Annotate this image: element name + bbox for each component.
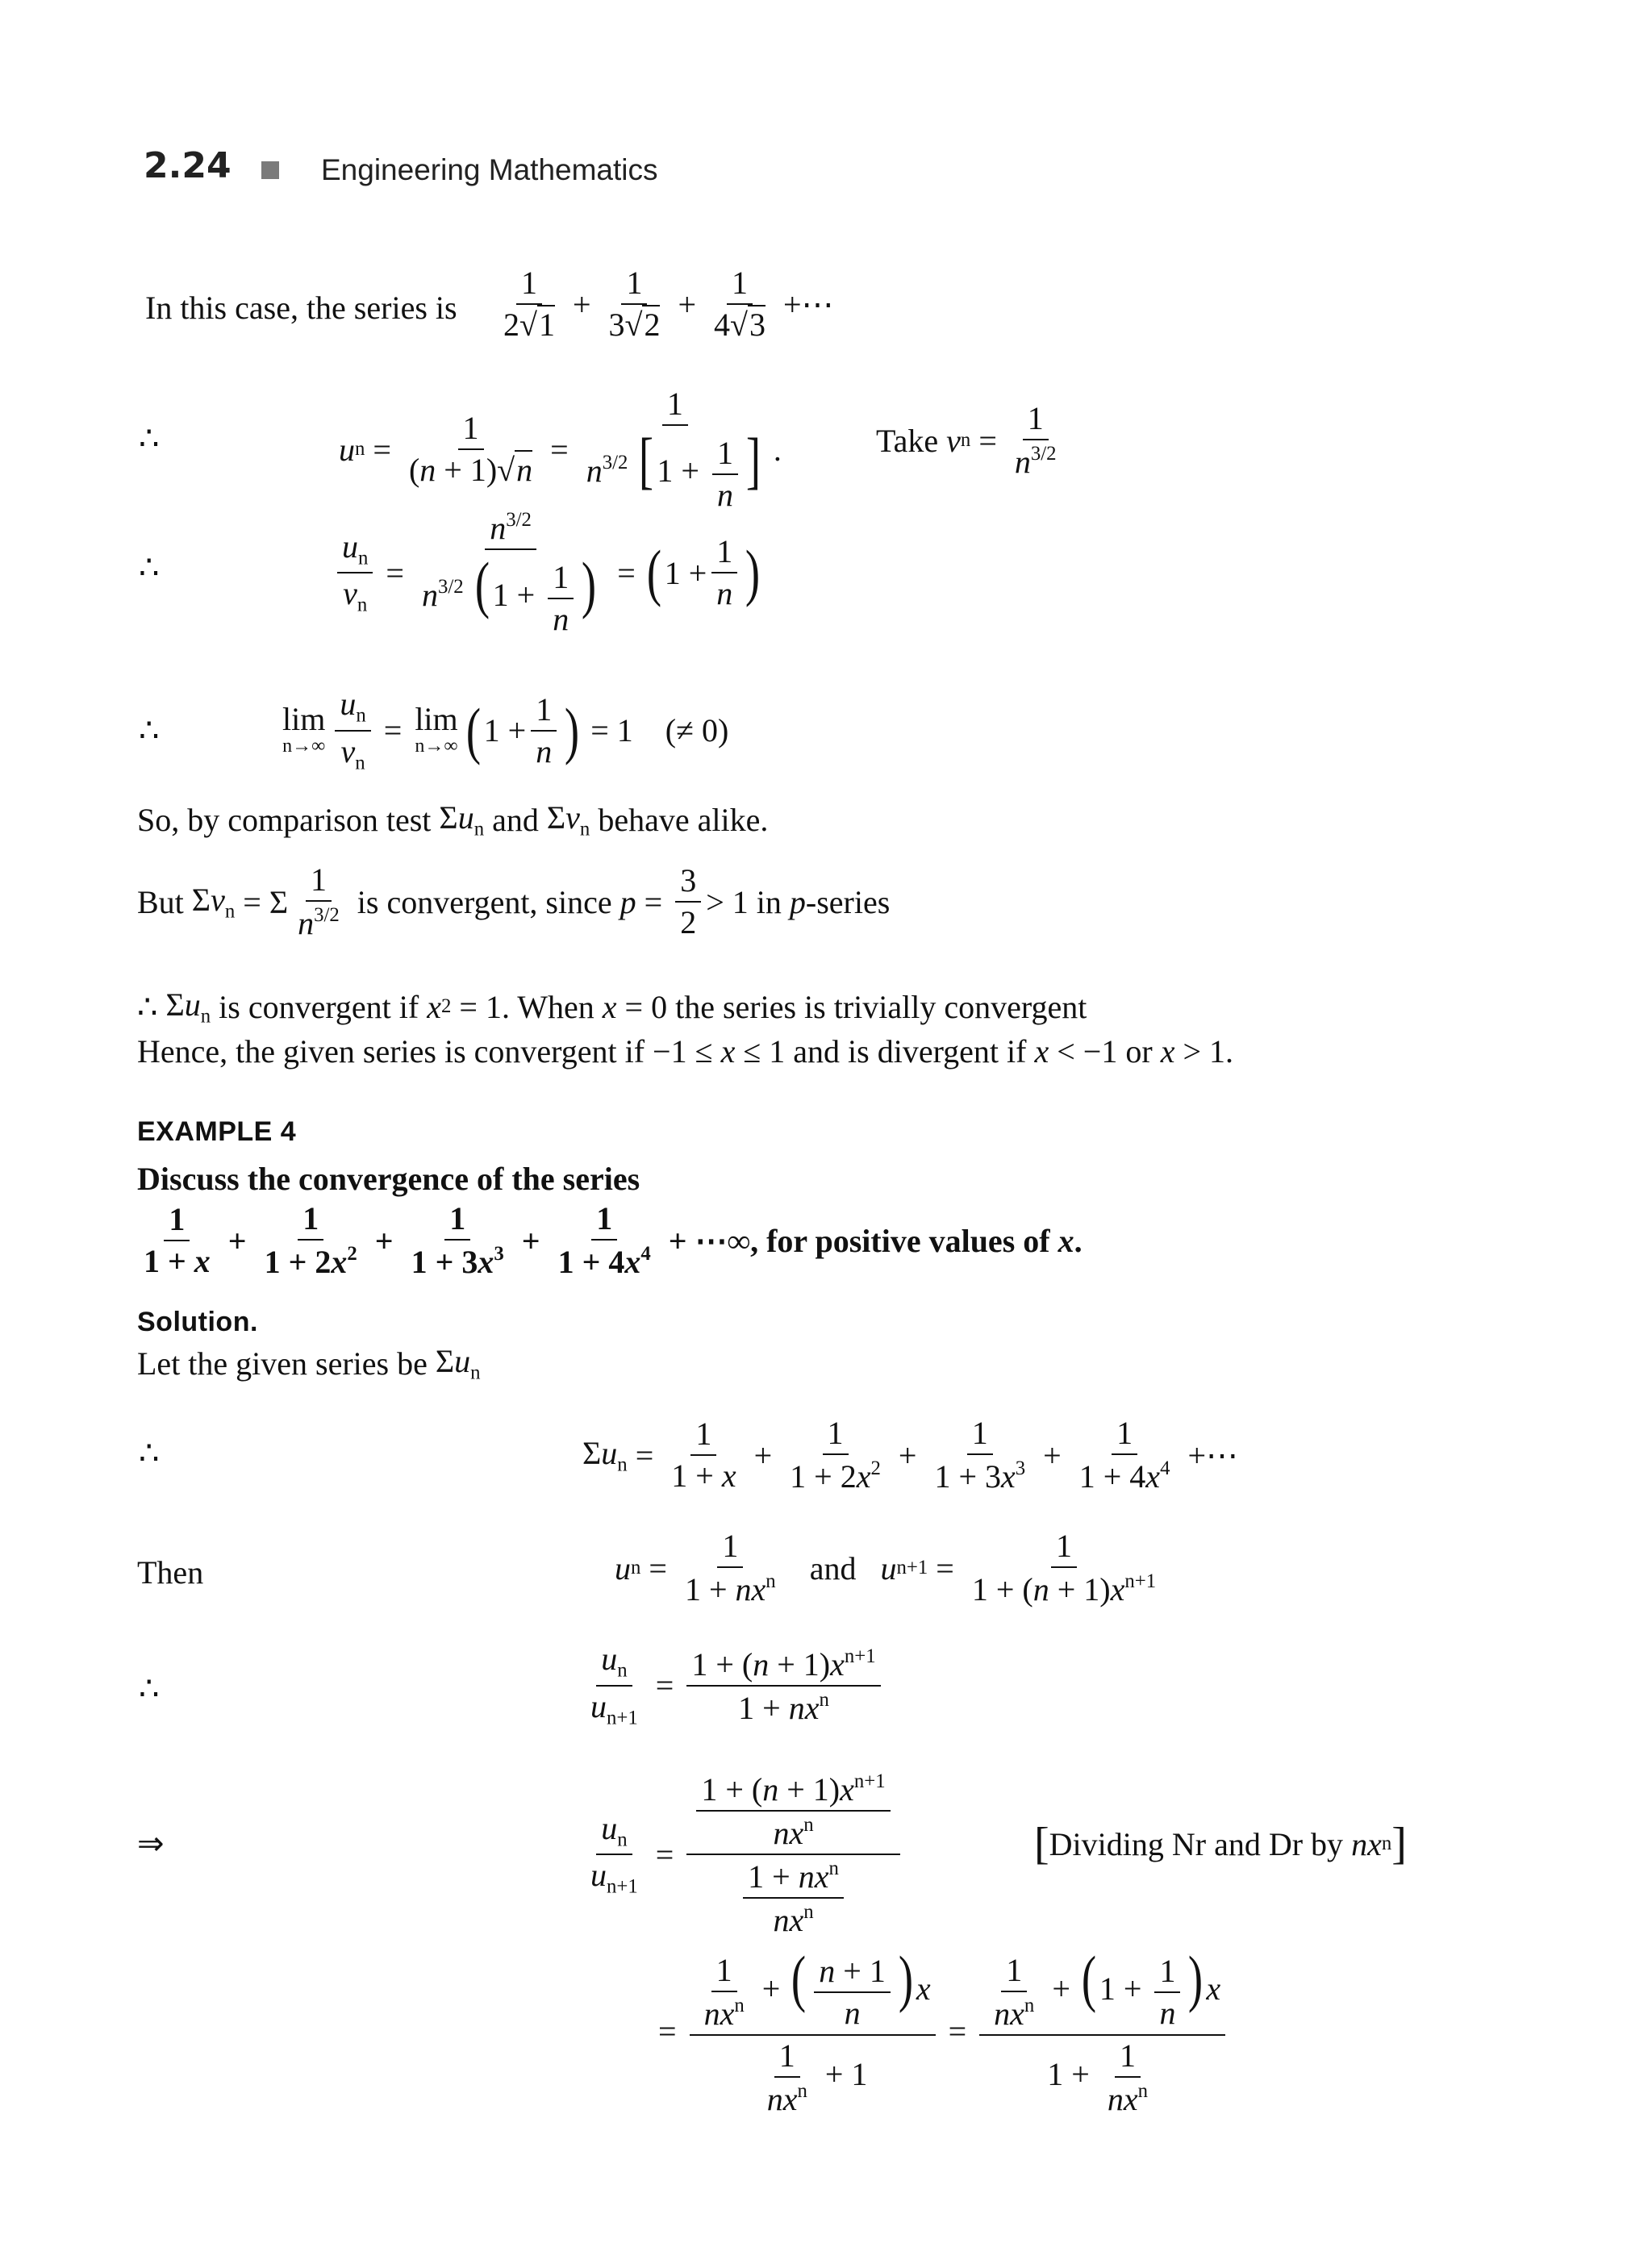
but-text-1: But bbox=[137, 883, 184, 920]
therefore-symbol: ∴ bbox=[137, 988, 158, 1025]
final-expression: = $\frac{1}{nx^n}$ + ( $\frac{n + 1}{n}$ )x $\frac{1}{nx^n}$ + 1 = $\frac{1}{nx^n}$ + (1 + $\frac{1}{n}$ )x 1 + $\frac{1}{nx^n}$ bbox=[650, 1947, 1230, 2116]
and-text: and bbox=[809, 1549, 857, 1587]
then-text: Then bbox=[137, 1554, 204, 1591]
un-definition: u n = $\frac{1}{(n + 1)√n}$ = 1 $n^{3/2}$ [1 + $\frac{1}{n}$ ] . bbox=[339, 386, 782, 513]
therefore-symbol: ∴ bbox=[139, 712, 160, 749]
sum-un-expression: $\Sigma u_n$ = $\frac{1}{1 + x}$ + $\frac{1}{1 + 2x^2}$ + $\frac{1}{1 + 3x^3}$ + $\frac{1}{1 + 4x^4}$ +⋯ bbox=[582, 1415, 1239, 1495]
conv-text-2: . When bbox=[501, 988, 594, 1025]
example-question: Discuss the convergence of the series bbox=[137, 1161, 640, 1197]
hence-text-1: Hence, the given series is convergent if bbox=[137, 1033, 645, 1070]
comparison-line: So, by comparison test $\Sigma u_n$ and $\Sigma v_n$ behave alike. bbox=[137, 799, 769, 840]
example-label: EXAMPLE 4 bbox=[137, 1116, 297, 1147]
but-text-2: is convergent, since bbox=[357, 883, 612, 920]
example-tail: for positive values of bbox=[766, 1222, 1050, 1259]
but-text-4: -series bbox=[805, 883, 891, 920]
take-label: Take bbox=[876, 422, 939, 459]
intro-text: In this case, the series is bbox=[145, 290, 457, 326]
let-line: Let the given series be $\Sigma u_n$ bbox=[137, 1343, 481, 1384]
conv-text-3: = 0 the series is trivially convergent bbox=[624, 988, 1087, 1025]
divide-note-text: Dividing Nr and Dr by bbox=[1049, 1825, 1344, 1862]
ratio-divided: $\frac{u_n}{u_{n+1}}$ = $\frac{\frac{1 + (n + 1)x^{n+1}}{nx^n}}{\frac{1 + nx^n}{nx^n}}$ bbox=[581, 1771, 905, 1937]
comparison-text-1: So, by comparison test bbox=[137, 801, 432, 838]
therefore-symbol: ∴ bbox=[139, 1670, 160, 1707]
conv-text-1: is convergent if bbox=[219, 988, 419, 1025]
take-vn: Take v n = $\frac{1}{n^{3/2}}$ bbox=[876, 400, 1057, 481]
hence-line: Hence, the given series is convergent if −1 ≤ x ≤ 1 and is divergent if x < −1 or x > 1. bbox=[137, 1033, 1234, 1070]
ratio-un-un1: $\frac{u_n}{u_{n+1}}$ = $\frac{1 + (n + 1)x^{n+1}}{1 + nx^n}$ bbox=[581, 1642, 886, 1728]
convergent-line: ∴ $\Sigma u_n$ is convergent if x 2 = 1 . When x = 0 the series is trivially convergent bbox=[137, 986, 1087, 1028]
solution-label: Solution. bbox=[137, 1307, 258, 1337]
but-line: But $\Sigma v_n$ = Σ $\frac{1}{n^{3/2}}$ is convergent, since p = $\frac{3}{2}$ > 1 in p -series bbox=[137, 861, 891, 942]
page-number: 2.24 bbox=[144, 145, 232, 186]
example-series: $\frac{1}{1 + x}$ + $\frac{1}{1 + 2x^2}$ + $\frac{1}{1 + 3x^3}$ + $\frac{1}{1 + 4x^4}$ + ⋯∞, for positive values of x . bbox=[144, 1200, 1083, 1281]
comparison-text-3: behave alike. bbox=[598, 801, 769, 838]
therefore-symbol: ∴ bbox=[139, 1435, 160, 1471]
comparison-text-2: and bbox=[492, 801, 539, 838]
let-text: Let the given series be bbox=[137, 1345, 428, 1382]
therefore-symbol: ∴ bbox=[139, 420, 160, 457]
divide-note: [ Dividing Nr and Dr by nx n ] bbox=[1034, 1819, 1407, 1869]
book-title: Engineering Mathematics bbox=[321, 153, 658, 186]
therefore-symbol: ∴ bbox=[139, 549, 160, 586]
hence-text-2: and is divergent if bbox=[793, 1033, 1027, 1070]
un-un1-definitions: u n = $\frac{1}{1 + nx^n}$ and u n+1 = $\frac{1}{1 + (n + 1)x^{n+1}}$ bbox=[615, 1528, 1157, 1608]
series-expression: $\frac{1}{2√1}$ + $\frac{1}{3√2}$ + $\frac{1}{4√3}$ +⋯ bbox=[503, 265, 834, 343]
header-square-icon bbox=[261, 161, 279, 179]
but-text-3: in bbox=[756, 883, 782, 920]
hence-text-3: or bbox=[1125, 1033, 1153, 1070]
ratio-un-vn: $\frac{u_n}{v_n}$ = $n^{3/2}$ $n^{3/2}$ (1 + $\frac{1}{n}$ ) = ( 1 + $\frac{1}{n}$ ) bbox=[332, 510, 763, 636]
limit-expression: lim n→∞ $\frac{u_n}{v_n}$ = lim n→∞ ( 1 + $\frac{1}{n}$ ) = 1 (≠ 0) bbox=[282, 686, 729, 774]
implies-symbol: ⇒ bbox=[137, 1825, 165, 1862]
